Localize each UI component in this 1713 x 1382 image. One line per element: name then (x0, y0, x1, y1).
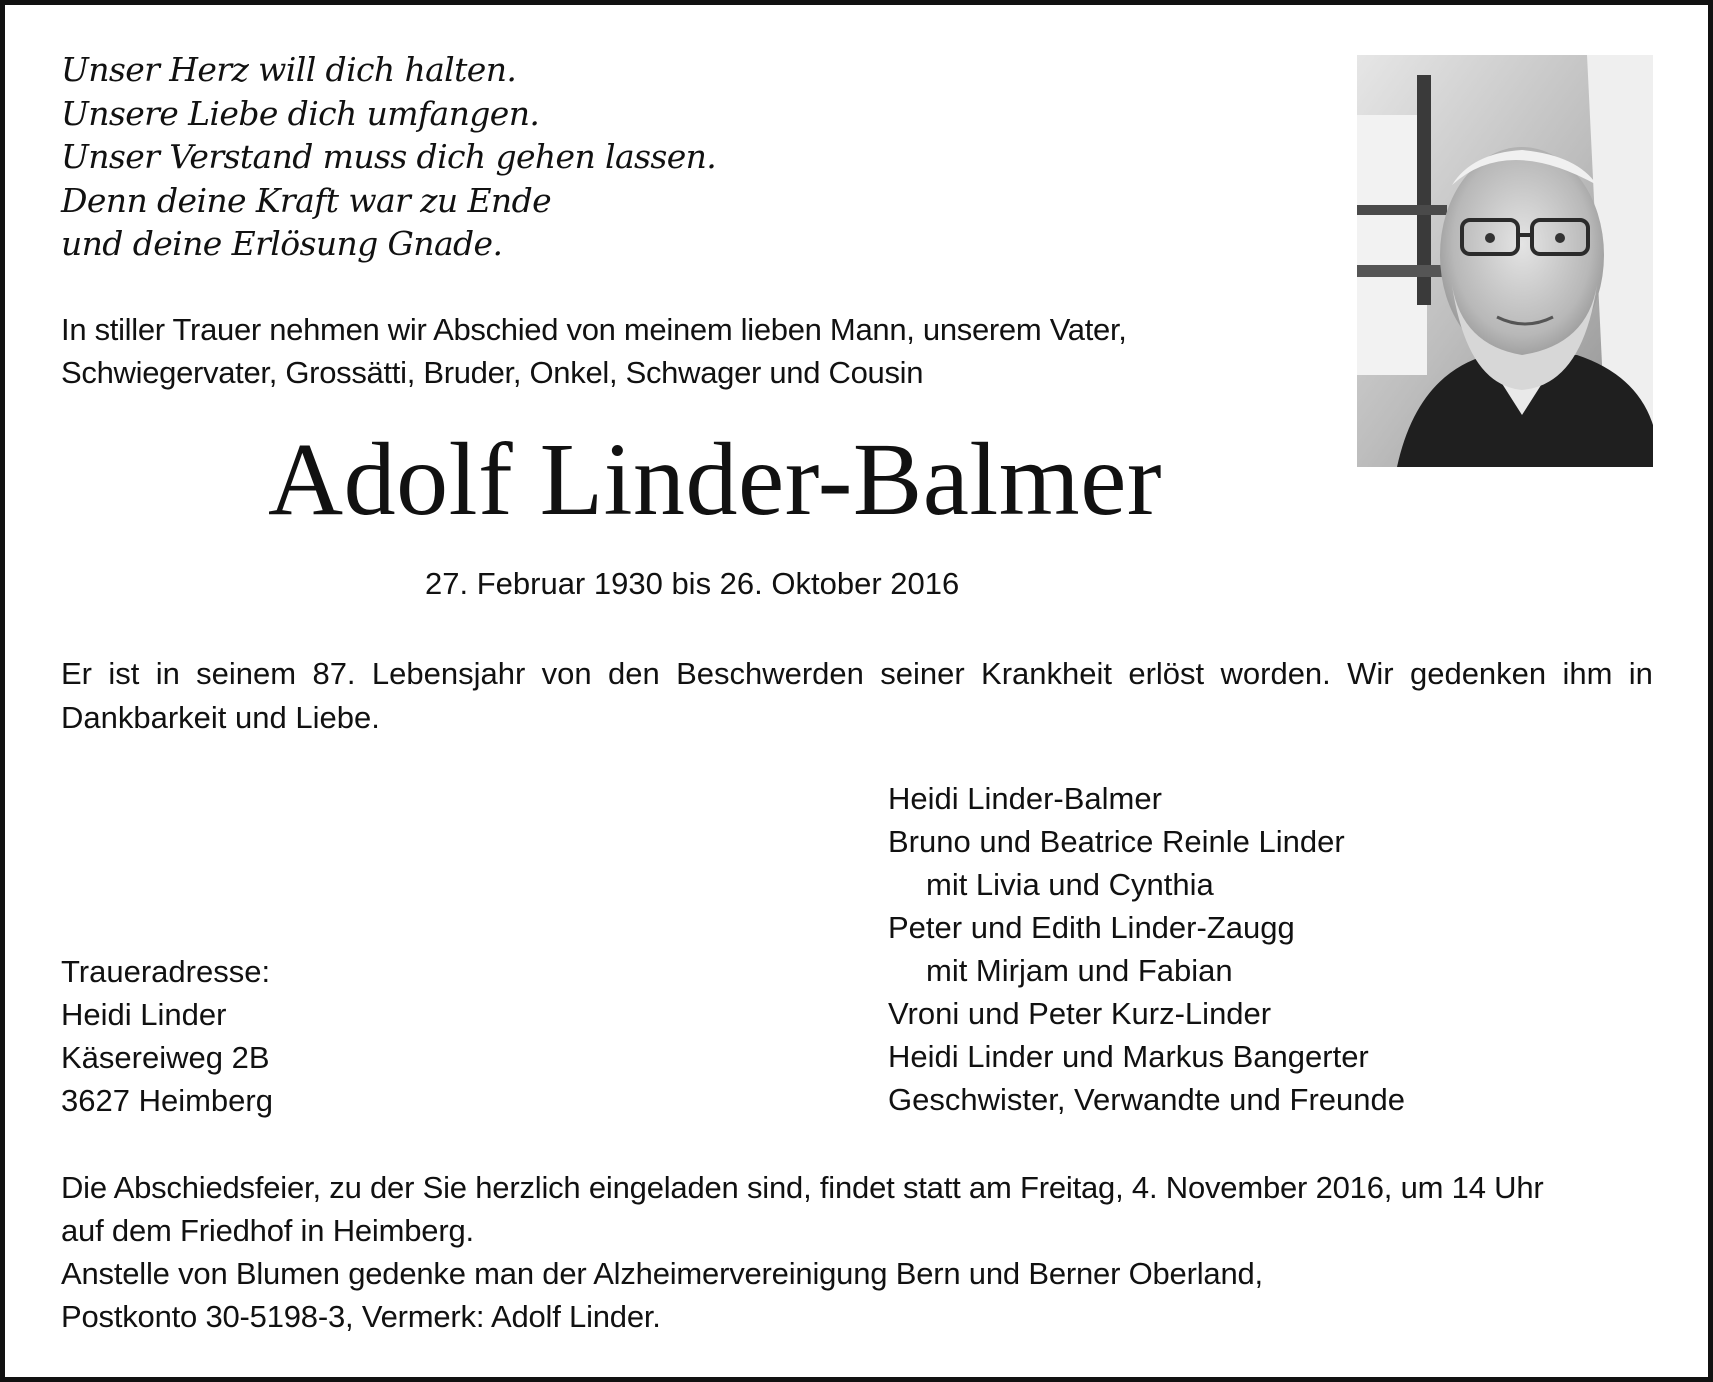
statement-word: in (155, 656, 180, 691)
address-street: Käsereiweg 2B (61, 1040, 270, 1075)
closing-line: auf dem Friedhof in Heimberg. (61, 1213, 474, 1248)
portrait-photo (1357, 55, 1653, 467)
intro-line: Schwiegervater, Grossätti, Bruder, Onkel, Schwager und Cousin (61, 355, 924, 390)
poem-line: Denn deine Kraft war zu Ende (61, 180, 552, 220)
statement-word: gedenken (1409, 656, 1547, 691)
mourners-list (888, 777, 1405, 1121)
mourner-entry: Heidi Linder-Balmer (888, 781, 1162, 816)
mourner-entry: mit Livia und Cynthia (926, 867, 1214, 902)
mourner-entry: Bruno und Beatrice Reinle Linder (888, 824, 1345, 859)
portrait-illustration (1357, 55, 1653, 467)
statement-word: seinem (196, 656, 297, 691)
statement-word: ist (108, 656, 140, 691)
statement-word: von (541, 656, 592, 691)
statement-word: Lebensjahr (371, 656, 526, 691)
poem-line: Unsere Liebe dich umfangen. (61, 93, 540, 133)
statement-paragraph (61, 652, 1653, 740)
closing-line: Die Abschiedsfeier, zu der Sie herzlich eingeladen sind, findet statt am Freitag, 4. November 2016, um 14 Uhr (61, 1170, 1544, 1205)
closing-paragraph (61, 1166, 1544, 1338)
deceased-name: Adolf Linder-Balmer (267, 422, 1162, 537)
statement-word: 87. (312, 656, 356, 691)
statement-word: Er (61, 656, 92, 691)
statement-word: worden. (1220, 656, 1331, 691)
poem-line: und deine Erlösung Gnade. (61, 224, 503, 263)
poem-line: Unser Verstand muss dich gehen lassen. (61, 137, 717, 176)
mourner-entry: Geschwister, Verwandte und Freunde (888, 1082, 1405, 1117)
statement-line-1 (61, 652, 1653, 696)
mourner-entry: Vroni und Peter Kurz-Linder (888, 996, 1272, 1031)
intro-text (61, 308, 1127, 394)
address-city: 3627 Heimberg (61, 1083, 273, 1118)
mourning-address (61, 950, 273, 1122)
address-name: Heidi Linder (61, 997, 227, 1032)
poem-line: Unser Herz will dich halten. (61, 50, 517, 89)
statement-word: seiner (880, 656, 965, 691)
mourner-entry: mit Mirjam und Fabian (926, 953, 1233, 988)
mourner-entry: Peter und Edith Linder-Zaugg (888, 910, 1295, 945)
life-dates: 27. Februar 1930 bis 26. Oktober 2016 (425, 566, 960, 601)
statement-word: ihm (1562, 656, 1613, 691)
statement-word: erlöst (1128, 656, 1205, 691)
statement-word: Wir (1347, 656, 1394, 691)
statement-word: in (1628, 656, 1653, 691)
closing-line: Anstelle von Blumen gedenke man der Alzheimervereinigung Bern und Berner Oberland, (61, 1256, 1263, 1291)
statement-line-2: Dankbarkeit und Liebe. (61, 700, 380, 735)
poem (61, 48, 716, 266)
statement-word: Beschwerden (676, 656, 864, 691)
closing-line: Postkonto 30-5198-3, Vermerk: Adolf Linder. (61, 1299, 661, 1334)
intro-line: In stiller Trauer nehmen wir Abschied von meinem lieben Mann, unserem Vater, (61, 312, 1127, 347)
address-label: Traueradresse: (61, 954, 271, 989)
statement-word: den (607, 656, 660, 691)
mourner-entry: Heidi Linder und Markus Bangerter (888, 1039, 1369, 1074)
statement-word: Krankheit (981, 656, 1112, 691)
